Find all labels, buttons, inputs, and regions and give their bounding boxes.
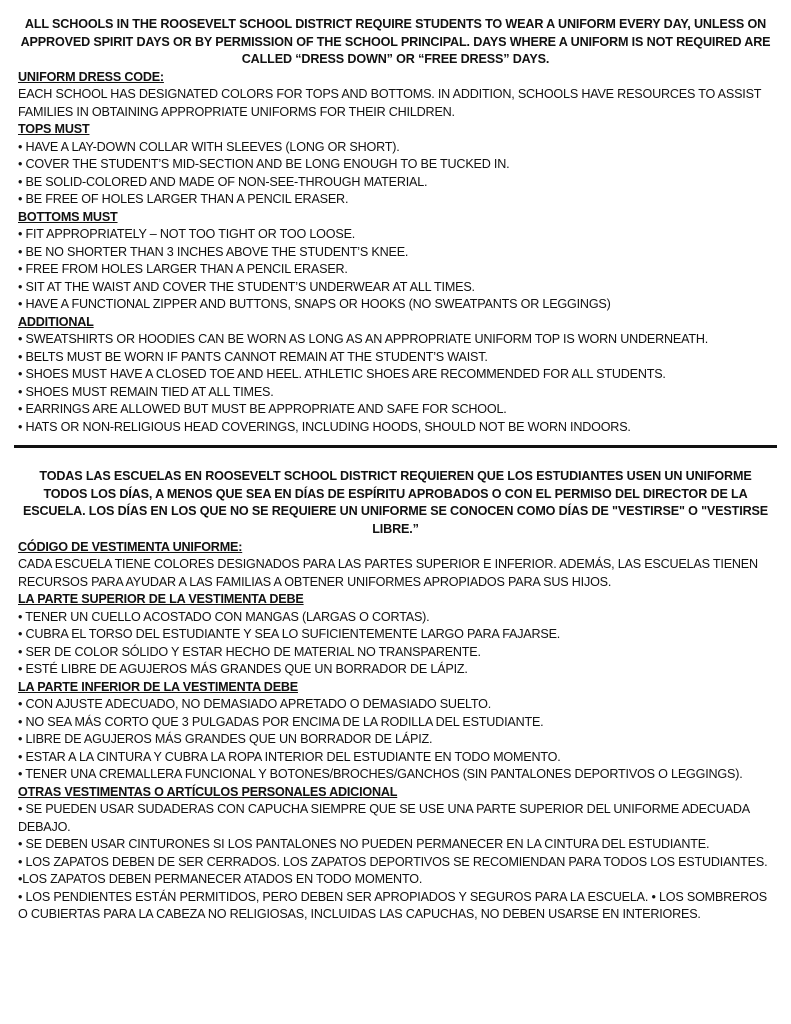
list-item: • SE PUEDEN USAR SUDADERAS CON CAPUCHA SIEMPRE QUE SE USE UNA PARTE SUPERIOR DEL UNIFORME ADECUADA DEBAJO. [18,802,750,834]
list-item: • BELTS MUST BE WORN IF PANTS CANNOT REMAIN AT THE STUDENT’S WAIST. [18,349,488,364]
list-item: • SHOES MUST REMAIN TIED AT ALL TIMES. [18,384,274,399]
spanish-section [18,468,773,923]
spanish-additional-heading: OTRAS VESTIMENTAS O ARTÍCULOS PERSONALES ADICIONAL [18,784,398,799]
list-item: • LIBRE DE AGUJEROS MÁS GRANDES QUE UN BORRADOR DE LÁPIZ. [18,732,433,747]
list-item: • EARRINGS ARE ALLOWED BUT MUST BE APPROPRIATE AND SAFE FOR SCHOOL. [18,402,507,417]
spanish-bottoms-list [18,696,773,784]
list-item: • BE FREE OF HOLES LARGER THAN A PENCIL ERASER. [18,192,349,207]
list-item: • HATS OR NON-RELIGIOUS HEAD COVERINGS, INCLUDING HOODS, SHOULD NOT BE WORN INDOORS. [18,419,631,434]
english-intro: ALL SCHOOLS IN THE ROOSEVELT SCHOOL DISTRICT REQUIRE STUDENTS TO WEAR A UNIFORM EVERY DAY, UNLESS ON APPROVED SPIRIT DAYS OR BY PERMISSION OF THE SCHOOL PRINCIPAL. DAYS WHERE A UNIFORM IS NOT REQUIRED ARE CALLED “DRESS DOWN” OR “FREE DRESS” DAYS. [20,17,771,67]
list-item: • NO SEA MÁS CORTO QUE 3 PULGADAS POR ENCIMA DE LA RODILLA DEL ESTUDIANTE. [18,714,544,729]
english-tops-list [18,139,773,209]
list-item: • FIT APPROPRIATELY – NOT TOO TIGHT OR TOO LOOSE. [18,227,356,242]
list-item: • ESTÉ LIBRE DE AGUJEROS MÁS GRANDES QUE UN BORRADOR DE LÁPIZ. [18,662,468,677]
list-item: • TENER UNA CREMALLERA FUNCIONAL Y BOTONES/BROCHES/GANCHOS (SIN PANTALONES DEPORTIVOS O LEGGINGS). [18,767,743,782]
english-bottoms-list [18,226,773,314]
list-item: • BE NO SHORTER THAN 3 INCHES ABOVE THE STUDENT’S KNEE. [18,244,409,259]
english-bottoms-heading: BOTTOMS MUST [18,209,118,224]
list-item: • HAVE A FUNCTIONAL ZIPPER AND BUTTONS, SNAPS OR HOOKS (NO SWEATPANTS OR LEGGINGS) [18,297,611,312]
list-item: • LOS ZAPATOS DEBEN DE SER CERRADOS. LOS ZAPATOS DEPORTIVOS SE RECOMIENDAN PARA TODOS LOS ESTUDIANTES. [18,854,768,869]
list-item: • SER DE COLOR SÓLIDO Y ESTAR HECHO DE MATERIAL NO TRANSPARENTE. [18,644,481,659]
list-item: • LOS PENDIENTES ESTÁN PERMITIDOS, PERO DEBEN SER APROPIADOS Y SEGUROS PARA LA ESCUELA. • LOS SOMBREROS O CUBIERTAS PARA LA CABEZA NO RELIGIOSAS, INCLUIDAS LAS CAPUCHAS, NO DEBEN USARSE EN INTERIORES. [18,889,767,922]
english-section [18,16,773,436]
spanish-tops-heading: LA PARTE SUPERIOR DE LA VESTIMENTA DEBE [18,592,304,607]
list-item: • COVER THE STUDENT’S MID-SECTION AND BE LONG ENOUGH TO BE TUCKED IN. [18,157,510,172]
list-item: • CON AJUSTE ADECUADO, NO DEMASIADO APRETADO O DEMASIADO SUELTO. [18,697,492,712]
english-code-text: EACH SCHOOL HAS DESIGNATED COLORS FOR TOPS AND BOTTOMS. IN ADDITION, SCHOOLS HAVE RESOURCES TO ASSIST FAMILIES IN OBTAINING APPROPRIATE UNIFORMS FOR THEIR CHILDREN. [18,87,762,119]
english-additional-list [18,331,773,436]
list-item: • SIT AT THE WAIST AND COVER THE STUDENT’S UNDERWEAR AT ALL TIMES. [18,279,475,294]
spanish-code-heading: CÓDIGO DE VESTIMENTA UNIFORME: [18,539,243,554]
spanish-intro: TODAS LAS ESCUELAS EN ROOSEVELT SCHOOL DISTRICT REQUIEREN QUE LOS ESTUDIANTES USEN UN UNIFORME TODOS LOS DÍAS, A MENOS QUE SEA EN DÍAS DE ESPÍRITU APROBADOS O CON EL PERMISO DEL DIRECTOR DE LA ESCUELA. LOS DÍAS EN LOS QUE NO SE REQUIERE UN UNIFORME SE CONOCEN COMO DÍAS DE "VESTIRSE" O "VESTIRSE LIBRE.” [22,469,769,537]
english-additional-heading: ADDITIONAL [18,314,94,329]
list-item: • HAVE A LAY-DOWN COLLAR WITH SLEEVES (LONG OR SHORT). [18,139,400,154]
list-item: • SHOES MUST HAVE A CLOSED TOE AND HEEL. ATHLETIC SHOES ARE RECOMMENDED FOR ALL STUDENTS. [18,367,666,382]
list-item: • TENER UN CUELLO ACOSTADO CON MANGAS (LARGAS O CORTAS). [18,609,430,624]
list-item: • FREE FROM HOLES LARGER THAN A PENCIL ERASER. [18,262,348,277]
list-item: • ESTAR A LA CINTURA Y CUBRA LA ROPA INTERIOR DEL ESTUDIANTE EN TODO MOMENTO. [18,749,561,764]
english-tops-heading: TOPS MUST [18,122,90,137]
list-item: •LOS ZAPATOS DEBEN PERMANECER ATADOS EN TODO MOMENTO. [18,872,423,887]
spanish-code-text: CADA ESCUELA TIENE COLORES DESIGNADOS PARA LAS PARTES SUPERIOR E INFERIOR. ADEMÁS, LAS ESCUELAS TIENEN RECURSOS PARA AYUDAR A LAS FAMILIAS A OBTENER UNIFORMES APROPIADOS PARA SUS HIJOS. [18,557,758,589]
section-divider [14,445,777,448]
list-item: • CUBRA EL TORSO DEL ESTUDIANTE Y SEA LO SUFICIENTEMENTE LARGO PARA FAJARSE. [18,627,561,642]
spanish-tops-list [18,609,773,679]
spanish-bottoms-heading: LA PARTE INFERIOR DE LA VESTIMENTA DEBE [18,679,298,694]
list-item: • SE DEBEN USAR CINTURONES SI LOS PANTALONES NO PUEDEN PERMANECER EN LA CINTURA DEL ESTUDIANTE. [18,837,710,852]
list-item: • BE SOLID-COLORED AND MADE OF NON-SEE-THROUGH MATERIAL. [18,174,428,189]
spanish-additional-list [18,801,773,924]
list-item: • SWEATSHIRTS OR HOODIES CAN BE WORN AS LONG AS AN APPROPRIATE UNIFORM TOP IS WORN UNDERNEATH. [18,332,709,347]
english-code-heading: UNIFORM DRESS CODE: [18,69,164,84]
